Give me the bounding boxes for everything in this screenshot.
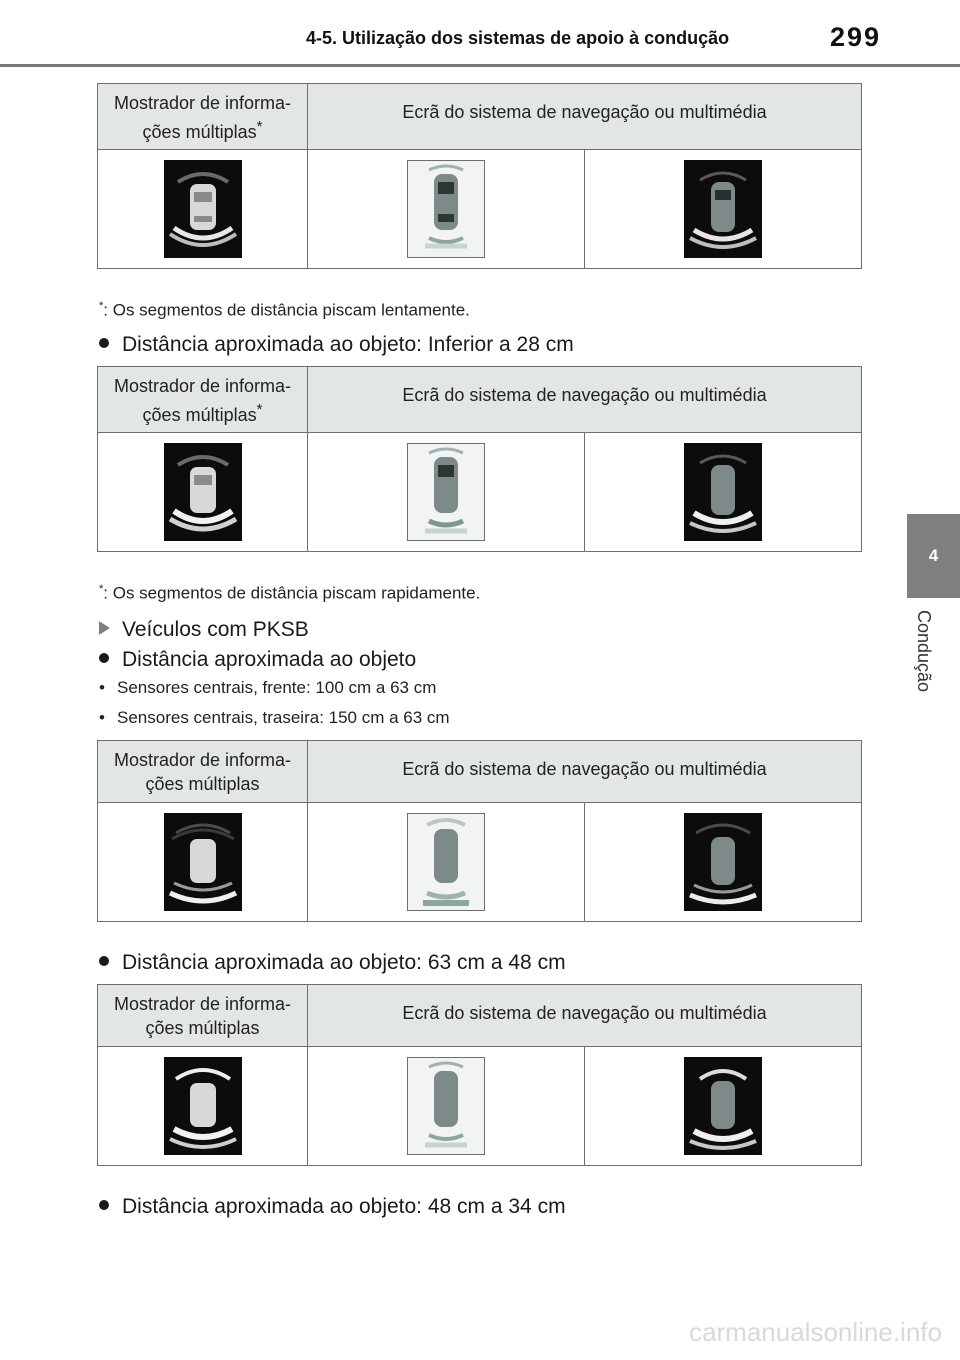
- triangle-marker-icon: [99, 621, 110, 635]
- bullet-dot: [99, 1200, 109, 1210]
- chapter-number: 4: [928, 546, 939, 565]
- cell-nav-dark: [585, 433, 862, 552]
- nav-light-image: [407, 160, 485, 258]
- cell-nav-dark: [585, 150, 862, 269]
- cell-mid-display: [98, 150, 308, 269]
- header-divider: [0, 64, 960, 67]
- cell-nav-light: [308, 803, 585, 922]
- note-fast-blink: *: Os segmentos de distância piscam rapidamente.: [99, 583, 481, 603]
- nav-dark-image: [684, 1057, 762, 1155]
- cell-nav-dark: [585, 1047, 862, 1166]
- header-navigation: Ecrã do sistema de navegação ou multimédia: [308, 84, 862, 150]
- bullet-dot: [99, 338, 109, 348]
- subitem-front: • Sensores centrais, frente: 100 cm a 63 cm: [99, 678, 437, 697]
- header-multi-info: Mostrador de informa- ções múltiplas*: [98, 84, 308, 150]
- page-number: 299: [830, 22, 882, 52]
- bullet-under-28: Distância aproximada ao objeto: Inferior a 28 cm: [99, 333, 574, 357]
- nav-light-image: [407, 443, 485, 541]
- display-table-1: [97, 83, 862, 269]
- nav-light-image: [407, 813, 485, 911]
- cell-nav-dark: [585, 803, 862, 922]
- mid-display-image: [164, 1057, 242, 1155]
- bullet-dot: [99, 956, 109, 966]
- pksb-heading: Veículos com PKSB: [99, 618, 309, 642]
- footer-watermark: carmanualsonline.info: [689, 1317, 942, 1347]
- cell-nav-light: [308, 1047, 585, 1166]
- chapter-tab: [907, 514, 960, 598]
- cell-nav-light: [308, 433, 585, 552]
- chapter-label: [910, 610, 950, 720]
- section-title: 4-5. Utilização dos sistemas de apoio à condução: [306, 28, 730, 48]
- mid-display-image: [164, 160, 242, 258]
- bullet-distance: Distância aproximada ao objeto: [99, 648, 416, 672]
- header-multi-info: Mostrador de informa- ções múltiplas: [98, 985, 308, 1047]
- display-table-3: [97, 740, 862, 922]
- header-navigation: Ecrã do sistema de navegação ou multimédia: [308, 985, 862, 1047]
- mid-display-image: [164, 443, 242, 541]
- cell-mid-display: [98, 433, 308, 552]
- nav-dark-image: [684, 443, 762, 541]
- chapter-label-text: Condução: [914, 610, 934, 693]
- display-table-4: [97, 984, 862, 1166]
- cell-mid-display: [98, 1047, 308, 1166]
- display-table-2: [97, 366, 862, 552]
- nav-dark-image: [684, 160, 762, 258]
- nav-light-image: [407, 1057, 485, 1155]
- bullet-dot: [99, 653, 109, 663]
- nav-dark-image: [684, 813, 762, 911]
- cell-nav-light: [308, 150, 585, 269]
- bullet-48-34: Distância aproximada ao objeto: 48 cm a 34 cm: [99, 1195, 566, 1219]
- note-slow-blink: *: Os segmentos de distância piscam lentamente.: [99, 300, 470, 320]
- header-navigation: Ecrã do sistema de navegação ou multimédia: [308, 741, 862, 803]
- subitem-rear: • Sensores centrais, traseira: 150 cm a 63 cm: [99, 708, 450, 727]
- header-multi-info: Mostrador de informa- ções múltiplas: [98, 741, 308, 803]
- mid-display-image: [164, 813, 242, 911]
- header-navigation: Ecrã do sistema de navegação ou multimédia: [308, 367, 862, 433]
- header-multi-info: Mostrador de informa- ções múltiplas*: [98, 367, 308, 433]
- cell-mid-display: [98, 803, 308, 922]
- bullet-63-48: Distância aproximada ao objeto: 63 cm a 48 cm: [99, 951, 566, 975]
